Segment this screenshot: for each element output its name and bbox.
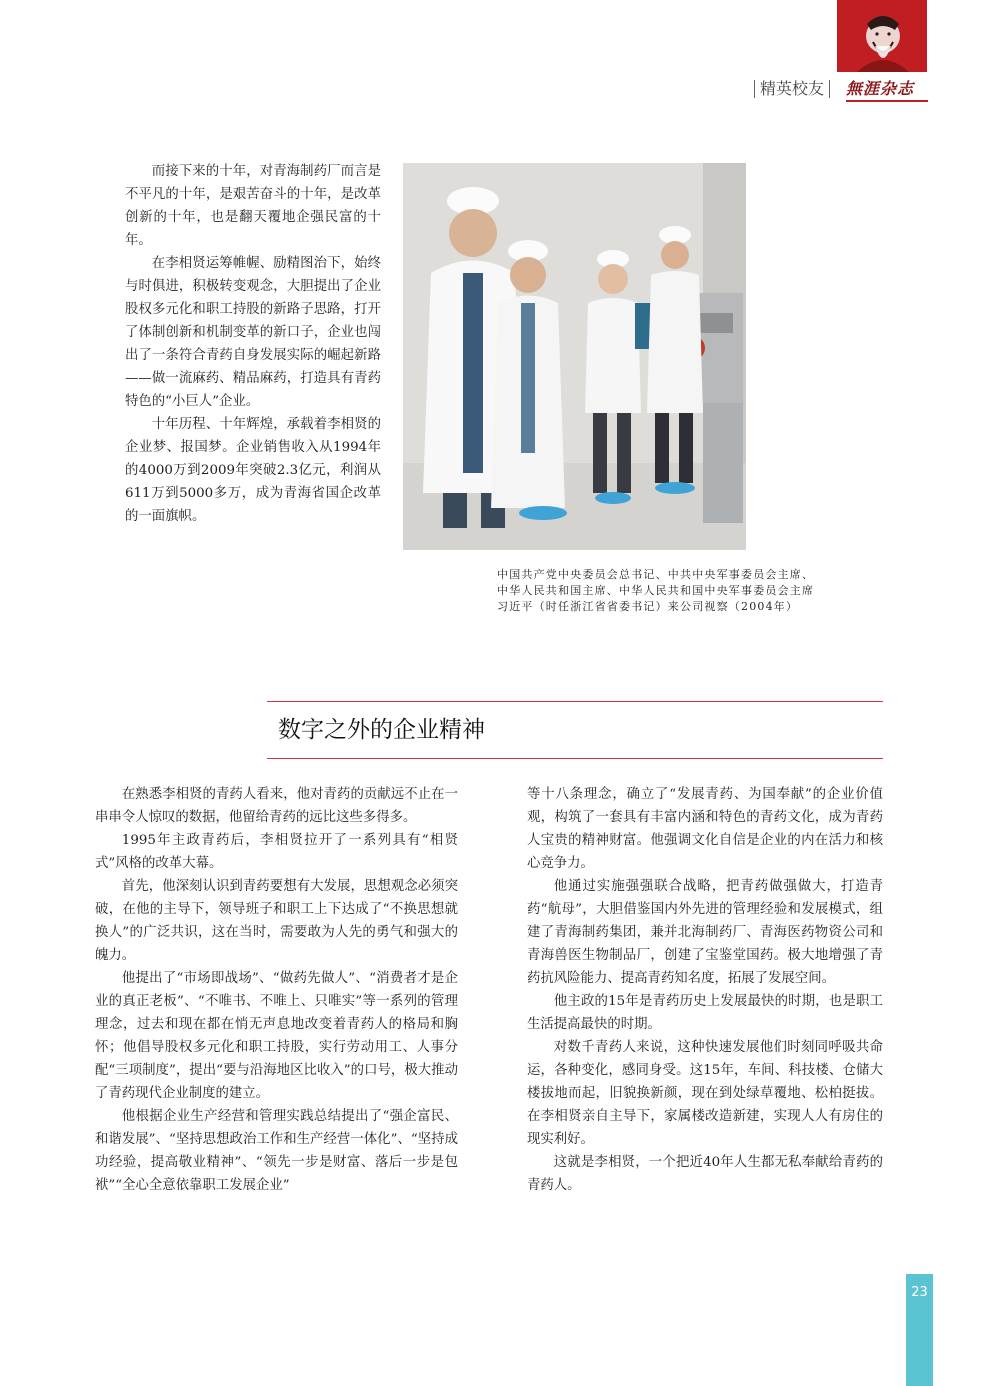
- paragraph: 他提出了“市场即战场”、“做药先做人”、“消费者才是企业的真正老板”、“不唯书、不唯上、只唯实”等一系列的管理理念，过去和现在都在悄无声息地改变着青药人的格局和胸怀；他倡导股权多元化和职工持股，实行劳动用工、人事分配“三项制度”，提出“要与沿海地区比收入”的口号，极大推动了青药现代企业制度的建立。: [95, 971, 458, 1101]
- right-text-column: [527, 783, 883, 1197]
- caption-line: 习近平（时任浙江省省委书记）来公司视察（2004年）: [497, 600, 799, 613]
- brand-underline: [846, 100, 928, 102]
- photo-illustration: [403, 163, 746, 550]
- paragraph: 他根据企业生产经营和管理实践总结提出了“强企富民、和谐发展”、“坚持思想政治工作和生产经营一体化”、“坚持成功经验，提高敬业精神”、“领先一步是财富、落后一步是包袱”“全心全意依靠职工发展企业”: [95, 1109, 458, 1193]
- section-label: 精英校友: [760, 77, 824, 101]
- paragraph: 这就是李相贤，一个把近40年人生都无私奉献给青药的青药人。: [527, 1155, 883, 1193]
- paragraph: 1995年主政青药后，李相贤拉开了一系列具有“相贤式”风格的改革大幕。: [95, 833, 458, 871]
- paragraph: 首先，他深刻认识到青药要想有大发展，思想观念必须突破，在他的主导下，领导班子和职工上下达成了“不换思想就换人”的广泛共识，这在当时，需要敢为人先的勇气和强大的魄力。: [95, 879, 458, 963]
- paragraph: 在熟悉李相贤的青药人看来，他对青药的贡献远不止在一串串令人惊叹的数据，他留给青药的远比这些多得多。: [95, 787, 458, 825]
- caption-line: 中华人民共和国主席、中华人民共和国中央军事委员会主席: [497, 584, 815, 597]
- caption-line: 中国共产党中央委员会总书记、中共中央军事委员会主席、: [497, 568, 815, 581]
- paragraph: 十年历程、十年辉煌，承载着李相贤的企业梦、报国梦。企业销售收入从1994年的4000万到2009年突破2.3亿元，利润从611万到5000多万，成为青海省国企改革的一面旗帜。: [125, 417, 381, 524]
- left-text-column: [95, 783, 458, 1197]
- magazine-logo: [837, 0, 927, 72]
- magazine-brand: 無涯杂志: [846, 79, 915, 98]
- paragraph: 他主政的15年是青药历史上发展最快的时期，也是职工生活提高最快的时期。: [527, 994, 883, 1032]
- page-number: 23: [911, 1285, 928, 1300]
- top-text-column: [125, 160, 381, 528]
- photo-caption: [497, 567, 897, 615]
- scholar-portrait-icon: [837, 0, 927, 72]
- paragraph: 等十八条理念，确立了“发展青药、为国奉献”的企业价值观，构筑了一套具有丰富内涵和特色的青药文化，成为青药人宝贵的精神财富。他强调文化自信是企业的内在活力和核心竞争力。: [527, 787, 883, 871]
- paragraph: 在李相贤运筹帷幄、励精图治下，始终与时俱进，积极转变观念，大胆提出了企业股权多元化和职工持股的新路子思路，打开了体制创新和机制变革的新口子，企业也闯出了一条符合青药自身发展实际的崛起新路——做一流麻药、精品麻药，打造具有青药特色的“小巨人”企业。: [125, 256, 381, 409]
- factory-visit-photo: [403, 163, 746, 550]
- paragraph: 而接下来的十年，对青海制药厂而言是不平凡的十年，是艰苦奋斗的十年，是改革创新的十年，也是翻天覆地企强民富的十年。: [125, 164, 381, 248]
- heading-rule-bottom: [267, 758, 883, 759]
- paragraph: 他通过实施强强联合战略，把青药做强做大，打造青药“航母”，大胆借鉴国内外先进的管理经验和发展模式，组建了青海制药集团，兼并北海制药厂、青海医药物资公司和青海兽医生物制品厂，创建了宝鉴堂国药。极大地增强了青药抗风险能力、提高青药知名度，拓展了发展空间。: [527, 879, 883, 986]
- section-heading: 数字之外的企业精神: [278, 717, 485, 743]
- paragraph: 对数千青药人来说，这种快速发展他们时刻同呼吸共命运，各种变化，感同身受。这15年，车间、科技楼、仓储大楼拔地而起，旧貌换新颜，现在到处绿草覆地、松柏挺拔。在李相贤亲自主导下，家属楼改造新建，实现人人有房住的现实利好。: [527, 1040, 883, 1147]
- heading-rule-top: [267, 701, 883, 702]
